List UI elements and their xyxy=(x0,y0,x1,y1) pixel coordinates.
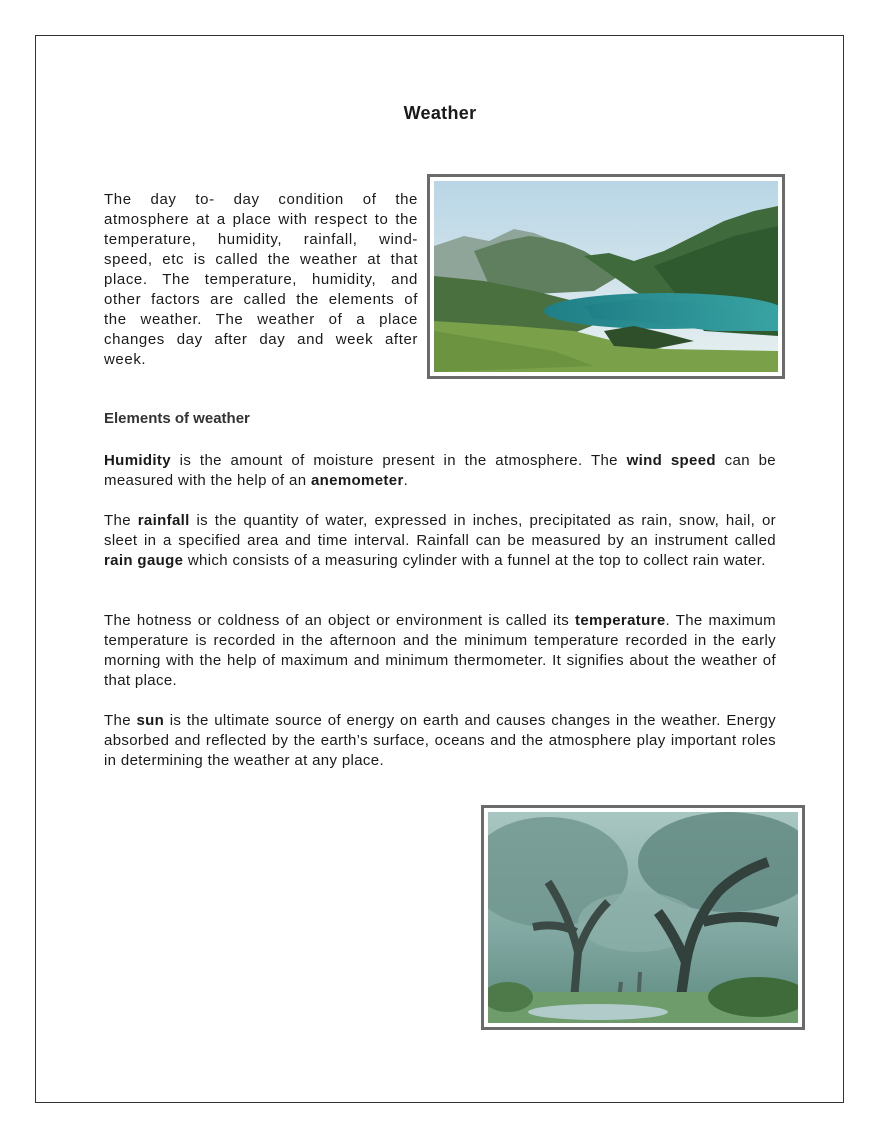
rainy-trees-image xyxy=(481,805,805,1030)
rainfall-term: rainfall xyxy=(137,512,190,529)
rainfall-text-b: is the quantity of water, expressed in inches, precipitated as rain, snow, hail, or sleet in a specified area and time interval. Rainfall can be measured by an instrument called xyxy=(104,512,777,549)
sun-term: sun xyxy=(136,712,165,729)
mountain-lake-image xyxy=(427,174,785,379)
wind-speed-term: wind speed xyxy=(626,452,716,469)
page-title: Weather xyxy=(403,103,477,123)
sun-text-b: is the ultimate source of energy on earth and causes changes in the weather. Energy absorbed and reflected by the earth’s surface, oceans and the atmosphere play important roles in determining the weather at any place. xyxy=(104,712,776,769)
humidity-text-c: . xyxy=(403,472,409,489)
rainy-trees-picture xyxy=(488,812,798,1023)
rainfall-paragraph xyxy=(104,511,776,571)
intro-paragraph: The day to- day condition of the atmosphere at a place with respect to the temperature, humidity, rainfall, wind-speed, etc is called the weather at that place. The temperature, humidity, and other factors are called the elements of the weather. The weather of a place changes day after day and week after week. xyxy=(104,191,418,368)
rain-gauge-term: rain gauge xyxy=(104,552,184,569)
humidity-paragraph xyxy=(104,451,776,491)
sun-text-a: The xyxy=(104,712,137,729)
humidity-text-b: can be measured with the help of an xyxy=(104,452,777,489)
temperature-term: temperature xyxy=(575,612,666,629)
rainfall-text-c: which consists of a measuring cylinder with a funnel at the top to collect rain water. xyxy=(183,552,766,569)
humidity-term: Humidity xyxy=(104,452,171,469)
temperature-text-b: . The maximum temperature is recorded in the afternoon and the minimum temperature recorded in the early morning with the help of maximum and minimum thermometer. It signifies about the weather of that place. xyxy=(104,612,776,689)
rainfall-text-a: The xyxy=(104,512,138,529)
section-heading: Elements of weather xyxy=(104,410,250,427)
temperature-paragraph xyxy=(104,611,776,691)
sun-paragraph xyxy=(104,711,776,771)
anemometer-term: anemometer xyxy=(310,472,404,489)
humidity-text-a: is the amount of moisture present in the atmosphere. The xyxy=(170,452,627,469)
mountain-lake-picture xyxy=(434,181,778,372)
temperature-text-a: The hotness or coldness of an object or environment is called its xyxy=(104,612,575,629)
